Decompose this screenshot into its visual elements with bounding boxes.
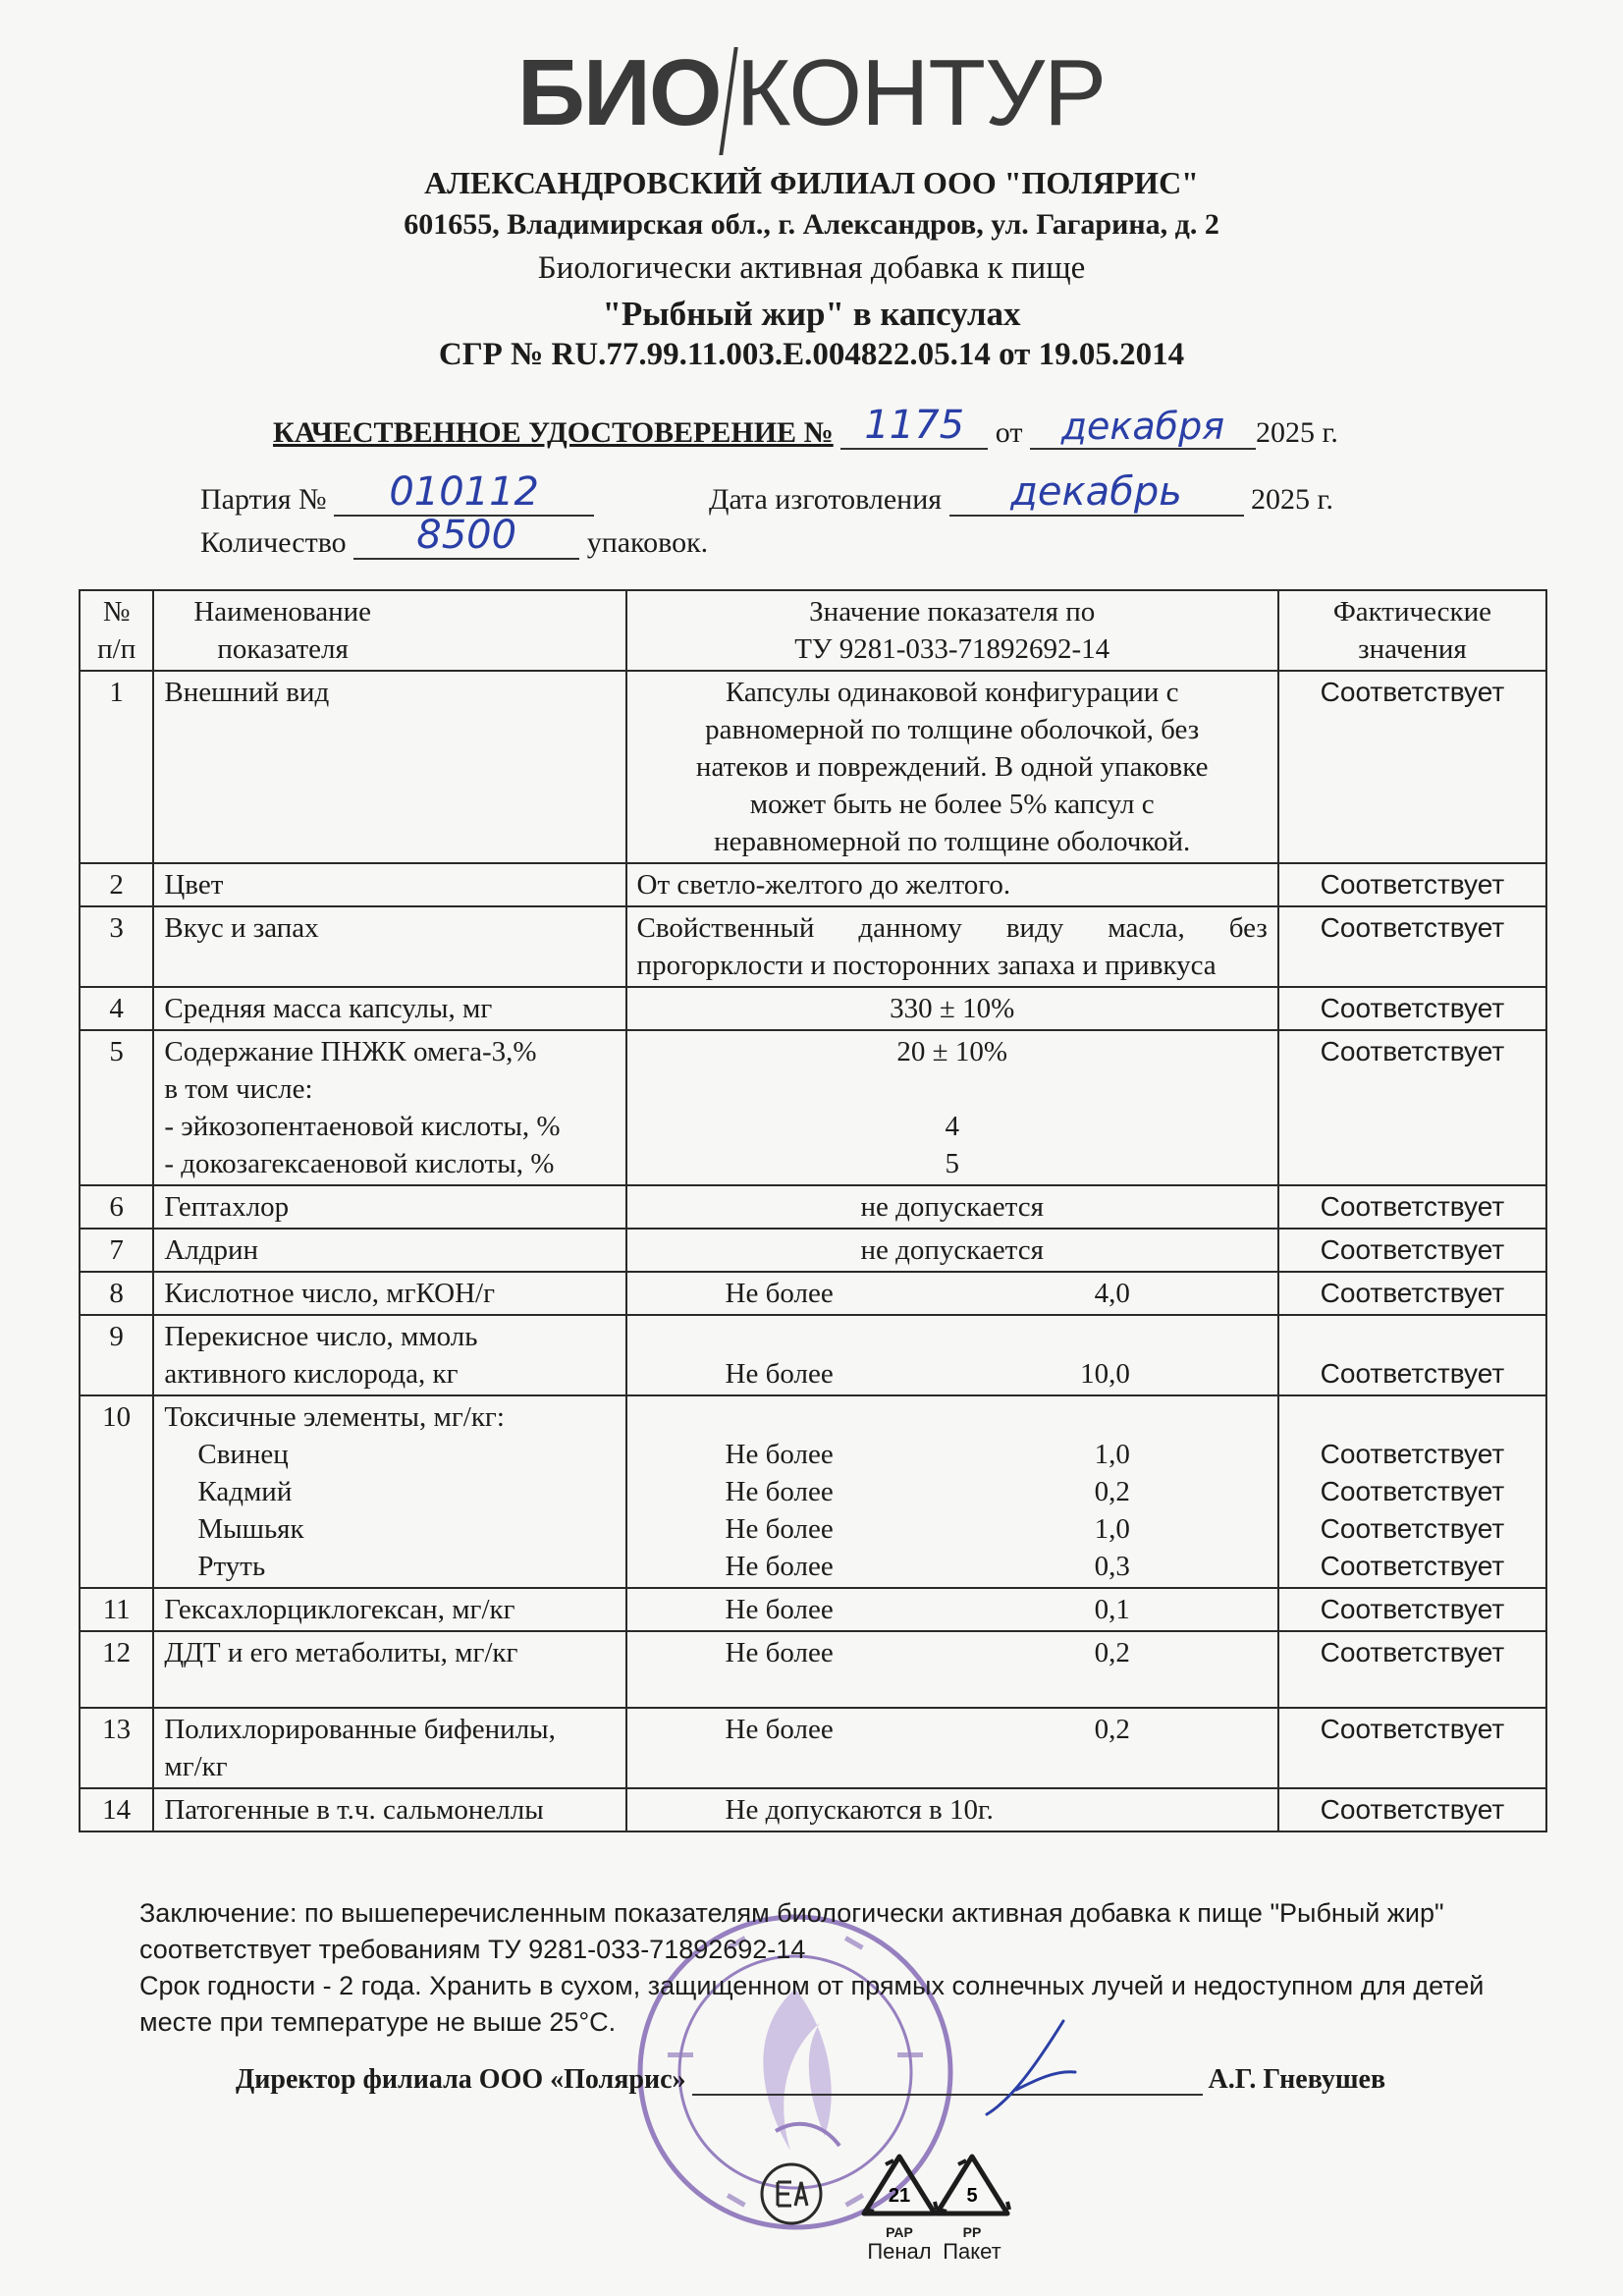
signatory-name: А.Г. Гневушев	[1208, 2064, 1386, 2095]
row-value: не допускается	[626, 1185, 1278, 1229]
row-name-line1: Токсичные элементы, мг/кг:	[164, 1401, 505, 1433]
product-name: "Рыбный жир" в капсулах	[602, 295, 1021, 333]
header-name-line1: Наименование	[193, 596, 372, 628]
row-name: Патогенные в т.ч. сальмонеллы	[153, 1788, 625, 1831]
row-name-line1: Полихлорированные бифенилы,	[164, 1714, 556, 1745]
row-name-line2: активного кислорода, кг	[164, 1358, 459, 1390]
limit-value: 0,3	[1094, 1551, 1130, 1582]
table-row	[80, 671, 1546, 863]
logo-divider	[719, 47, 737, 155]
quantity-value: 8500	[353, 513, 579, 560]
row-value: 330 ± 10%	[626, 987, 1278, 1030]
table-row	[80, 1708, 1546, 1788]
conclusion-line2: соответствует требованиям ТУ 9281-033-71892692-14	[139, 1935, 806, 1964]
conclusion-line3: Срок годности - 2 года. Хранить в сухом, защищенном от прямых солнечных лучей и недоступном для детей	[139, 1971, 1485, 2000]
row-value	[626, 1631, 1278, 1708]
row-value: Не допускаются в 10г.	[626, 1788, 1278, 1831]
row-name-line4: - докозагексаеновой кислоты, %	[164, 1148, 555, 1179]
limit-value: 0,2	[1094, 1714, 1130, 1745]
row-num: 5	[80, 1030, 153, 1185]
limit-value: 1,0	[1094, 1513, 1130, 1545]
header-value	[626, 590, 1278, 671]
row-num: 4	[80, 987, 153, 1030]
element-arsenic: Мышьяк	[197, 1513, 304, 1545]
header-value-line2: ТУ 9281-033-71892692-14	[794, 633, 1110, 665]
recycling-paper-label: Пенал	[867, 2239, 932, 2264]
row-name	[153, 1030, 625, 1185]
row-fact: Соответствует	[1278, 1030, 1546, 1185]
row-name: Внешний вид	[153, 671, 625, 863]
table-row	[80, 1631, 1546, 1708]
certificate-number: 1175	[840, 403, 988, 450]
header-num-line1: №	[102, 596, 131, 628]
row-fact	[1278, 1315, 1546, 1395]
eac-mark-icon	[756, 2159, 827, 2229]
conclusion-line4: месте при температуре не выше 25°С.	[139, 2007, 617, 2037]
limit-prefix: Не более	[725, 1637, 834, 1668]
row-value	[626, 1272, 1278, 1315]
signature-block	[236, 2064, 1385, 2096]
row-name	[153, 1395, 625, 1588]
table-row	[80, 987, 1546, 1030]
table-row	[80, 1229, 1546, 1272]
row-fact: Соответствует	[1278, 987, 1546, 1030]
row-name: Алдрин	[153, 1229, 625, 1272]
sgr-registration: СГР № RU.77.99.11.003.Е.004822.05.14 от 19.05.2014	[438, 337, 1185, 372]
header-name-line2: показателя	[217, 633, 349, 665]
row-fact: Соответствует	[1278, 1631, 1546, 1708]
signature-line	[692, 2070, 1203, 2096]
row-name: ДДТ и его метаболиты, мг/кг	[153, 1631, 625, 1708]
limit-prefix: Не более	[725, 1476, 834, 1507]
signatory-title: Директор филиала ООО «Полярис»	[236, 2064, 686, 2095]
header-fact	[1278, 590, 1546, 671]
table-row	[80, 1185, 1546, 1229]
table-row	[80, 1315, 1546, 1395]
row-value	[626, 1708, 1278, 1788]
row-fact: Соответствует	[1278, 1185, 1546, 1229]
header-num-line2: п/п	[97, 633, 136, 665]
limit-prefix: Не более	[725, 1278, 834, 1309]
limit-prefix: Не более	[725, 1594, 834, 1625]
row-value	[626, 1395, 1278, 1588]
batch-number: 010112	[334, 469, 594, 517]
table-header-row	[80, 590, 1546, 671]
row-value: не допускается	[626, 1229, 1278, 1272]
row-name: Гексахлорциклогексан, мг/кг	[153, 1588, 625, 1631]
table-row	[80, 863, 1546, 906]
batch-label: Партия №	[200, 483, 327, 516]
row-name-line2: в том числе:	[164, 1073, 313, 1105]
limit-prefix: Не более	[725, 1358, 834, 1390]
organization-name: АЛЕКСАНДРОВСКИЙ ФИЛИАЛ ООО "ПОЛЯРИС"	[424, 165, 1199, 200]
recycling-pp-mark	[931, 2151, 1013, 2265]
row-fact-text: Соответствует	[1320, 1358, 1505, 1389]
row-name: Средняя масса капсулы, мг	[153, 987, 625, 1030]
limit-value: 0,1	[1094, 1594, 1130, 1625]
row-fact-cadmium: Соответствует	[1320, 1476, 1505, 1506]
limit-prefix: Не более	[725, 1714, 834, 1745]
row-num: 10	[80, 1395, 153, 1588]
company-logo	[0, 39, 1623, 155]
table-row	[80, 906, 1546, 987]
logo-right-text: КОНТУР	[735, 40, 1107, 145]
header-fact-line2: значения	[1358, 633, 1467, 665]
header-name	[153, 590, 625, 671]
row-value: Капсулы одинаковой конфигурации с равномерной по толщине оболочкой, без натеков и повреждений. В одной упаковке может быть не более 5% капсул с неравномерной по толщине оболочкой.	[626, 671, 1278, 863]
row-fact: Соответствует	[1278, 906, 1546, 987]
manufacture-date-label: Дата изготовления	[709, 483, 943, 516]
row-name	[153, 1708, 625, 1788]
certificate-year: 2025 г.	[1255, 416, 1338, 449]
row-fact: Соответствует	[1278, 1788, 1546, 1831]
certificate-line	[273, 403, 1338, 450]
limit-prefix: Не более	[725, 1513, 834, 1545]
limit-value: 0,2	[1094, 1637, 1130, 1668]
row-num: 11	[80, 1588, 153, 1631]
row-fact	[1278, 1395, 1546, 1588]
certificate-from: от	[995, 416, 1023, 449]
certificate-label: КАЧЕСТВЕННОЕ УДОСТОВЕРЕНИЕ №	[273, 416, 834, 449]
element-lead: Свинец	[197, 1439, 289, 1470]
element-cadmium: Кадмий	[197, 1476, 293, 1507]
row-num: 13	[80, 1708, 153, 1788]
conclusion-block	[139, 1895, 1553, 2041]
recycling-paper-abbr: PAP	[886, 2224, 913, 2240]
row-num: 14	[80, 1788, 153, 1831]
recycling-paper-mark	[858, 2151, 941, 2265]
row-value: Свойственный данному виду масла, без прогорклости и посторонних запаха и привкуса	[626, 906, 1278, 987]
limit-value: 4,0	[1094, 1278, 1130, 1309]
row-fact-arsenic: Соответствует	[1320, 1513, 1505, 1544]
row-name: Цвет	[153, 863, 625, 906]
row-name: Кислотное число, мгКОН/г	[153, 1272, 625, 1315]
row-name-line1: Перекисное число, ммоль	[164, 1321, 478, 1352]
row-fact: Соответствует	[1278, 1272, 1546, 1315]
row-value-line1: 20 ± 10%	[896, 1036, 1007, 1067]
row-value-line3: 4	[945, 1111, 959, 1142]
manufacture-date-line	[709, 469, 1333, 517]
manufacture-date-value: декабрь	[949, 469, 1244, 517]
recycling-triangle-icon	[858, 2151, 941, 2219]
row-name: Вкус и запах	[153, 906, 625, 987]
conclusion-line1: Заключение: по вышеперечисленным показателям биологически активная добавка к пище "Рыбный жир"	[139, 1898, 1444, 1928]
row-name: Гептахлор	[153, 1185, 625, 1229]
table-row	[80, 1788, 1546, 1831]
quantity-label: Количество	[200, 526, 347, 559]
header-value-line1: Значение показателя по	[809, 596, 1096, 628]
row-value	[626, 1315, 1278, 1395]
logo-left-text: БИО	[516, 40, 721, 145]
quantity-line	[200, 513, 708, 560]
row-fact: Соответствует	[1278, 1708, 1546, 1788]
recycling-triangle-icon	[931, 2151, 1013, 2219]
limit-value: 10,0	[1080, 1358, 1130, 1390]
limit-prefix: Не более	[725, 1439, 834, 1470]
limit-prefix: Не более	[725, 1551, 834, 1582]
recycling-pp-code: 5	[966, 2185, 978, 2207]
row-name-line3: - эйкозопентаеновой кислоты, %	[164, 1111, 561, 1142]
organization-address: 601655, Владимирская обл., г. Александров, ул. Гагарина, д. 2	[404, 208, 1219, 241]
certificate-month: декабря	[1030, 405, 1256, 450]
row-fact: Соответствует	[1278, 1588, 1546, 1631]
table-row	[80, 1272, 1546, 1315]
row-num: 12	[80, 1631, 153, 1708]
row-value	[626, 1588, 1278, 1631]
row-fact: Соответствует	[1278, 863, 1546, 906]
row-num: 1	[80, 671, 153, 863]
quality-table	[79, 589, 1547, 1832]
row-num: 8	[80, 1272, 153, 1315]
row-name-line2: мг/кг	[164, 1751, 228, 1782]
batch-line	[200, 469, 594, 517]
row-num: 3	[80, 906, 153, 987]
row-value-line4: 5	[945, 1148, 959, 1179]
row-fact: Соответствует	[1278, 671, 1546, 863]
table-row	[80, 1395, 1546, 1588]
row-value	[626, 1030, 1278, 1185]
limit-value: 1,0	[1094, 1439, 1130, 1470]
handwritten-signature	[967, 2011, 1085, 2129]
recycling-pp-label: Пакет	[943, 2239, 1001, 2264]
row-num: 7	[80, 1229, 153, 1272]
recycling-pp-abbr: PP	[962, 2224, 982, 2240]
limit-value: 0,2	[1094, 1476, 1130, 1507]
recycling-paper-code: 21	[888, 2185, 911, 2207]
row-num: 2	[80, 863, 153, 906]
row-fact-mercury: Соответствует	[1320, 1551, 1505, 1581]
table-row	[80, 1588, 1546, 1631]
quantity-unit: упаковок.	[586, 526, 709, 559]
element-mercury: Ртуть	[197, 1551, 266, 1582]
row-fact-lead: Соответствует	[1320, 1439, 1505, 1469]
row-num: 6	[80, 1185, 153, 1229]
row-value: От светло-желтого до желтого.	[626, 863, 1278, 906]
table-row	[80, 1030, 1546, 1185]
row-fact: Соответствует	[1278, 1229, 1546, 1272]
manufacture-year: 2025 г.	[1251, 483, 1333, 516]
header-fact-line1: Фактические	[1332, 596, 1492, 628]
row-name	[153, 1315, 625, 1395]
row-name-line1: Содержание ПНЖК омега-3,%	[164, 1036, 537, 1067]
row-num: 9	[80, 1315, 153, 1395]
header-num	[80, 590, 153, 671]
product-type: Биологически активная добавка к пище	[537, 250, 1086, 286]
